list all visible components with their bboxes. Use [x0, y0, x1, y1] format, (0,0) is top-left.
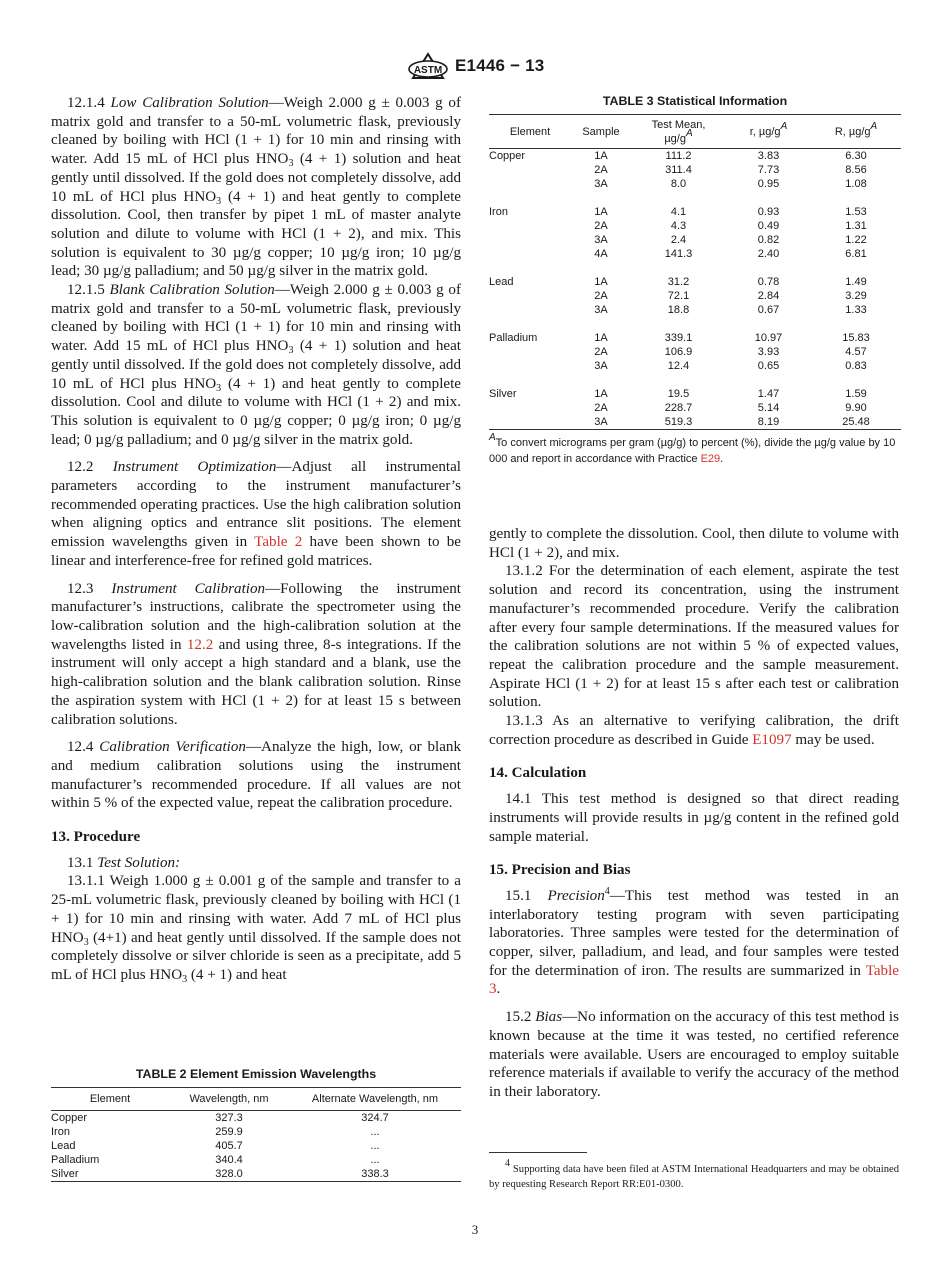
cell-element: Palladium [489, 332, 538, 344]
cell-test-mean: 339.1 [664, 332, 693, 344]
cell-wavelength: 340.4 [215, 1154, 243, 1166]
cell-sample: 3A [594, 178, 608, 190]
table-row [51, 1125, 461, 1139]
table-row [51, 1167, 461, 1182]
cell-sample: 1A [594, 150, 608, 162]
header-alternate-wavelength: Alternate Wavelength, nm [311, 1093, 439, 1105]
paragraph-12-1-5: 12.1.5 Blank Calibration Solution—Weigh 2.000 g ± 0.003 g of matrix gold and transfer to a 50-mL volumetric flask, previously cleaned by boiling with HCl (1 + 1) for 10 min and rinsing with water. Add 15 mL of HCl plus $HNO_3$ (4 + 1) solution and heat gently until dissolved. If the gold does not completely dissolve, add 10 mL of HCl plus $HNO_3$ (4 + 1) and heat gently to complete dissolution. Cool and dilute to volume with HCl (1 + 2) and mix. This solution is equivalent to 0 µg/g copper; 0 µg/g iron; 0 µg/g lead; 0 µg/g palladium; and 0 µg/g silver in the matrix gold. [51, 282, 462, 448]
cell-sample: 1A [594, 206, 608, 218]
cell-wavelength: 328.0 [215, 1168, 243, 1180]
paragraph-12-4: 12.4 Calibration Verification—Analyze the high, low, or blank and medium calibration solutions using the instrument manufacturer’s recommended procedure. If all values are not within 5 % of the expected value, repeat the calibration procedure. [51, 739, 461, 812]
page-number: 3 [471, 1222, 479, 1237]
cell-big-r: 1.53 [845, 206, 867, 218]
header-element: Element [509, 125, 551, 138]
table-row [489, 233, 901, 247]
table-row [51, 1139, 461, 1153]
table-row [489, 331, 901, 345]
cell-r: 2.40 [757, 248, 780, 260]
cell-alternate-wavelength: 324.7 [361, 1112, 389, 1124]
table-row [489, 219, 901, 233]
cell-r: 3.93 [757, 346, 780, 358]
paragraph-12-1-4: 12.1.4 Low Calibration Solution—Weigh 2.000 g ± 0.003 g of matrix gold and transfer to a 50-mL volumetric flask, previously cleaned by boiling with HCl (1 + 1) for 10 min and rinsing with water. Add 15 mL of HCl plus $HNO_3$ (4 + 1) solution and heat gently until dissolved. If the gold does not completely dissolve, add 10 mL of HCl plus $HNO_3$ (4 + 1) and heat gently to complete dissolution. Cool, then transfer by pipet 1 mL of master analyte solution and dilute to volume with HCl (1 + 2), and mix. This solution is equivalent to 30 µg/g copper; 10 µg/g iron; 10 µg/g lead; 30 µg/g palladium; and 50 µg/g silver in the matrix gold. [51, 95, 462, 280]
header-r: r, $\mu g/g^A$ [749, 120, 788, 138]
cell-r: 10.97 [754, 332, 783, 344]
cell-element: Silver [51, 1168, 79, 1180]
cell-test-mean: 8.0 [670, 178, 687, 190]
paragraph-14-1: 14.1 This test method is designed so that direct reading instruments will provide results in µg/g content in the refined gold sample material. [489, 791, 899, 845]
cell-r: 0.82 [757, 234, 780, 246]
table-row [489, 359, 901, 373]
cell-element: Copper [489, 150, 526, 162]
cell-wavelength: 405.7 [215, 1140, 243, 1152]
paragraph-13-1-1: 13.1.1 Weigh 1.000 g ± 0.001 g of the sample and transfer to a 25-mL volumetric flask, previously cleaned by boiling with HCl (1 + 1) for 10 min and rinsing with water. Add 7 mL of HCl plus $HNO_3$ (4+1) and heat gently until dissolved. If the sample does not completely dissolve or silver chloride is seen as a precipitate, add 5 mL of HCl plus $HNO_3$ (4 + 1) and heat [51, 873, 461, 985]
table-row-spacer [489, 373, 901, 387]
cell-sample: 4A [594, 248, 608, 260]
cell-sample: 1A [594, 276, 608, 288]
table-row [489, 401, 901, 415]
table-row [489, 149, 901, 164]
cell-alternate-wavelength: ... [370, 1140, 380, 1152]
cell-element [489, 359, 571, 373]
header-element: Element [89, 1093, 131, 1105]
cell-big-r: 1.31 [845, 220, 867, 232]
cell-element [489, 247, 571, 261]
paragraph-15-2: 15.2 Bias—No information on the accuracy of this test method is known because at the time it was tested, no certified reference materials were available. Users are encouraged to employ suitable reference materials if available to verify the accuracy of the method in their laboratory. [489, 1009, 899, 1100]
cell-test-mean: 2.4 [670, 234, 687, 246]
cell-element [489, 219, 571, 233]
link-e1097[interactable]: E1097 [752, 731, 792, 748]
table-3-title: TABLE 3 Statistical Information [602, 94, 788, 108]
cell-element: Lead [51, 1140, 76, 1152]
cell-element [489, 233, 571, 247]
link-e29[interactable]: E29 [700, 453, 721, 465]
cell-element [489, 163, 571, 177]
cell-r: 0.78 [757, 276, 780, 288]
cell-sample: 3A [594, 360, 608, 372]
footnote-divider [489, 1152, 587, 1153]
footnote-4: $^4$ Supporting data have been filed at ASTM International Headquarters and may be obtained by requesting Research Report RR:E01-0300. [489, 1158, 899, 1190]
cell-element [489, 303, 571, 317]
cell-sample: 3A [594, 234, 608, 246]
cell-sample: 1A [594, 332, 608, 344]
cell-test-mean: 18.8 [667, 304, 690, 316]
table-row [489, 247, 901, 261]
cell-wavelength: 327.3 [215, 1112, 243, 1124]
cell-r: 1.47 [757, 388, 780, 400]
cell-test-mean: 519.3 [664, 416, 693, 428]
table-2-grid [51, 1087, 461, 1182]
cell-big-r: 3.29 [845, 290, 867, 302]
section-heading-13: 13. Procedure [51, 829, 141, 846]
cell-test-mean: 228.7 [664, 402, 693, 414]
cell-element [489, 177, 571, 191]
cell-r: 3.83 [757, 150, 780, 162]
table-3-grid [489, 114, 901, 430]
cell-big-r: 1.08 [845, 178, 867, 190]
right-column [489, 525, 899, 1102]
cell-big-r: 1.59 [845, 388, 867, 400]
cell-big-r: 6.30 [845, 150, 867, 162]
table-row [489, 387, 901, 401]
cell-sample: 2A [594, 346, 608, 358]
cell-element: Iron [489, 206, 508, 218]
table-2-title: TABLE 2 Element Emission Wavelengths [135, 1067, 377, 1081]
cell-test-mean: 12.4 [667, 360, 690, 372]
cell-test-mean: 19.5 [667, 388, 690, 400]
table-3-footnote: $^A$To convert micrograms per gram (µg/g) to percent (%), divide the µg/g value by 10 000 and report in accordance with Practice E29. [489, 432, 896, 465]
section-heading-14: 14. Calculation [489, 765, 587, 782]
header-test-mean: Test Mean, $\mu g/g^A$ [651, 118, 706, 145]
cell-big-r: 25.48 [842, 416, 870, 428]
cell-alternate-wavelength: 338.3 [361, 1168, 389, 1180]
table-2-body [51, 1111, 461, 1182]
astm-logo-icon [405, 52, 451, 82]
cell-test-mean: 311.4 [665, 164, 692, 176]
table-3 [489, 94, 901, 467]
page-header [0, 52, 950, 92]
cell-alternate-wavelength: ... [370, 1154, 380, 1166]
cell-element [489, 345, 571, 359]
cell-element: Copper [51, 1112, 88, 1124]
cell-element: Iron [51, 1126, 70, 1138]
cell-test-mean: 111.2 [665, 150, 692, 162]
cell-r: 5.14 [757, 402, 780, 414]
document-id: E1446 − 13 [455, 56, 545, 75]
cell-sample: 2A [594, 290, 608, 302]
table-row [489, 345, 901, 359]
table-row [51, 1153, 461, 1167]
cell-r: 0.67 [757, 304, 780, 316]
cell-test-mean: 141.3 [664, 248, 693, 260]
cell-alternate-wavelength: ... [370, 1126, 380, 1138]
cell-element [489, 289, 571, 303]
cell-big-r: 9.90 [845, 402, 867, 414]
cell-big-r: 4.57 [845, 346, 867, 358]
logo-text: ASTM [413, 65, 443, 76]
cell-r: 0.95 [757, 178, 780, 190]
paragraph-13-1-1-continued: gently to complete the dissolution. Cool, then dilute to volume with HCl (1 + 2), and mix. [489, 526, 899, 561]
cell-r: 7.73 [757, 164, 780, 176]
cell-big-r: 1.22 [845, 234, 867, 246]
table-row-spacer [489, 261, 901, 275]
section-heading-15: 15. Precision and Bias [489, 862, 631, 879]
cell-r: 0.93 [757, 206, 780, 218]
paragraph-13-1: 13.1 Test Solution: [67, 854, 181, 871]
table-row [51, 1111, 461, 1126]
table-2 [51, 1067, 461, 1182]
cell-element: Palladium [51, 1154, 100, 1166]
table-2-header-row [51, 1088, 461, 1111]
paragraph-15-1: 15.1 Precision$^4$—This test method was tested in an interlaboratory testing program with seven participating laboratories. Three samples were tested for the determination of copper, silver, palladium, and lead, and four samples were tested for the determination of iron. The results are summarized in Table 3. [489, 885, 899, 998]
table-row-spacer [489, 317, 901, 331]
cell-element: Lead [489, 276, 514, 288]
cell-test-mean: 4.1 [670, 206, 687, 218]
cell-sample: 2A [594, 164, 608, 176]
cell-big-r: 15.83 [842, 332, 870, 344]
table-row [489, 275, 901, 289]
cell-test-mean: 72.1 [667, 290, 690, 302]
link-section-12-2[interactable]: 12.2 [186, 636, 214, 653]
paragraph-13-1-3: 13.1.3 As an alternative to verifying calibration, the drift correction procedure as described in Guide E1097 may be used. [489, 713, 899, 748]
cell-big-r: 6.81 [845, 248, 867, 260]
table-3-header-row [489, 115, 901, 149]
header-wavelength: Wavelength, nm [189, 1093, 269, 1105]
table-row [489, 177, 901, 191]
link-table-2[interactable]: Table 2 [254, 534, 303, 551]
cell-sample: 2A [594, 220, 608, 232]
cell-test-mean: 106.9 [664, 346, 693, 358]
table-row [489, 289, 901, 303]
cell-wavelength: 259.9 [215, 1126, 243, 1138]
cell-r: 2.84 [757, 290, 780, 302]
cell-big-r: 8.56 [845, 164, 867, 176]
link-table-3[interactable]: Table 3 [489, 962, 899, 998]
cell-test-mean: 4.3 [670, 220, 687, 232]
table-row [489, 163, 901, 177]
cell-big-r: 1.33 [845, 304, 867, 316]
table-row [489, 303, 901, 317]
header-big-r: R, $\mu g/g^A$ [834, 120, 878, 138]
cell-big-r: 0.83 [845, 360, 867, 372]
paragraph-12-3: 12.3 Instrument Calibration—Following the instrument manufacturer’s instructions, calibrate the spectrometer using the low-calibration solution and the high-calibration solution at the wavelengths listed in 12.2 and using three, 8-s integrations. If the instrument will only accept a high standard and a blank, use the high-calibration solution and the blank calibration solution. Rinse the aspiration system with HCl (1 + 2) for at least 15 s between calibration solutions. [51, 580, 461, 728]
table-row [489, 205, 901, 219]
cell-element [489, 401, 571, 415]
cell-sample: 1A [594, 388, 608, 400]
paragraph-13-1-2: 13.1.2 For the determination of each element, aspirate the test solution and record its concentration, using the instrument manufacturer’s recommended procedure. Verify the calibration after every four sample determinations. If the measured values for the calibration solutions are not within 5 % of expected values, repeat the calibration procedure and the sample measurement. Aspirate HCl (1 + 2) for at least 15 s after each test or calibration solution. [489, 563, 899, 711]
table-row [489, 415, 901, 430]
cell-sample: 3A [594, 304, 608, 316]
cell-sample: 3A [594, 416, 608, 428]
header-sample: Sample [582, 125, 620, 138]
table-row-spacer [489, 191, 901, 205]
cell-element [489, 415, 571, 430]
table-3-body [489, 149, 901, 430]
paragraph-12-2: 12.2 Instrument Optimization—Adjust all instrumental parameters according to the instrument manufacturer’s recommended operating practices. Use the high calibration solution when aligning optics and entrance slit positions. The element emission wavelengths given in Table 2 have been shown to be linear and interference-free for refined gold matrices. [51, 459, 461, 569]
left-column [51, 94, 461, 985]
cell-element: Silver [489, 388, 517, 400]
cell-test-mean: 31.2 [667, 276, 690, 288]
cell-r: 0.49 [757, 220, 780, 232]
cell-r: 8.19 [757, 416, 780, 428]
cell-r: 0.65 [757, 360, 780, 372]
cell-big-r: 1.49 [845, 276, 867, 288]
cell-sample: 2A [594, 402, 608, 414]
